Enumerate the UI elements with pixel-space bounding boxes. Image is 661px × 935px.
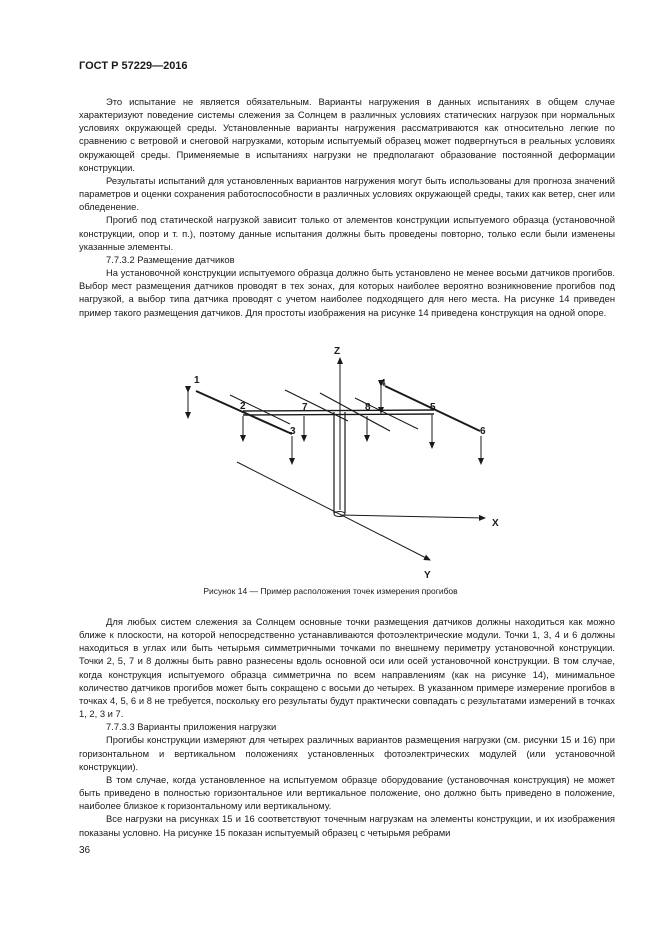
figure-14-diagram (180, 338, 510, 580)
x-axis (340, 515, 485, 518)
section-heading: 7.7.3.2 Размещение датчиков (106, 253, 235, 265)
paragraph: В том случае, когда установленное на испытуемом образце оборудование (установочная конструкция) не может быть приведено в полностью горизонтальное или вертикальное положение, оно должно быть приведено в положение, наиболее близкое к горизонтальному или вертикальному. (79, 773, 615, 812)
figure-caption: Рисунок 14 — Пример расположения точек измерения прогибов (203, 586, 458, 596)
axis-label-y: Y (424, 570, 431, 580)
point-label-4: 4 (380, 378, 386, 389)
main-beam-top (243, 410, 434, 411)
paragraph: На установочной конструкции испытуемого образца должно быть установлено не менее восьми датчиков прогибов. Выбор мест размещения датчиков проводят в тех зонах, для которых наиболее вероятно возникновение прогибов под нагрузкой, а выбор типа датчика проводят с учетом наиболее подходящего для него места. На рисунке 14 приведен пример такого размещения датчиков. Для простоты изображения на рисунке 14 приведена конструкция на одной опоре. (79, 267, 615, 318)
paragraph: Для любых систем слежения за Солнцем основные точки размещения датчиков должны находиться как можно ближе к плоскости, на которой непосредственно устанавливаются фотоэлектрические модули. Точки 1, 3, 4 и 6 должны находиться в углах или быть четырьмя симметричными точками по внешнему периметру установочной конструкции. Точки 2, 5, 7 и 8 должны быть равно разнесены вдоль основной оси или осей установочной конструкции. В том случае, когда конструкция испытуемого образца симметрична по всем направлениям (как на рисунке 14), минимальное количество датчиков прогибов может быть сокращено с восьми до четырех. В указанном примере измерение прогибов в точках 4, 5, 6 и 8 не требуется, поскольку его результаты будут практически совпадать с результатами измерений в точках 1, 2, 3 и 7. (79, 616, 615, 720)
point-label-5: 5 (430, 402, 436, 413)
text-block-upper (79, 95, 615, 319)
page-number: 36 (79, 845, 91, 856)
cross-member-mid-left (285, 390, 348, 421)
document-header: ГОСТ Р 57229—2016 (79, 60, 188, 72)
paragraph: Прогибы конструкции измеряют для четырех различных вариантов размещения нагрузки (см. рисунки 15 и 16) при горизонтальном и вертикальном положениях установленных фотоэлектрических модулей (или установочной конструкции). (79, 734, 615, 772)
paragraph: Все нагрузки на рисунках 15 и 16 соответствуют точечным нагрузкам на элементы конструкции, и их изображения показаны условно. На рисунке 15 показан испытуемый образец с четырьмя ребрами (79, 813, 615, 838)
cross-member-left (196, 391, 292, 434)
paragraph: Прогиб под статической нагрузкой зависит только от элементов конструкции испытуемого образца (установочной конструкции, опор и т. п.), поэтому данные испытания должны быть проведены повторно, только если были изменены указанные элементы. (79, 214, 615, 252)
point-label-8: 8 (365, 402, 371, 413)
point-label-1: 1 (194, 375, 200, 386)
text-block-lower (79, 615, 615, 839)
paragraph: Это испытание не является обязательным. Варианты нагружения в данных испытаниях в общем случае характеризуют поведение системы слежения за Солнцем в различных условиях статических нагрузок при нормальных условиях окружающей среды. Установленные варианты нагружения рассматриваются как относительно легкие по сравнению с ветровой и снеговой нагрузками, которым испытуемый образец может подвергнуться в реальных условиях окружающей среды. Применяемые в испытаниях нагрузки не предполагают образование постоянной деформации конструкции. (79, 96, 615, 173)
point-label-6: 6 (480, 426, 486, 437)
point-label-7: 7 (302, 402, 308, 413)
axis-label-z: Z (334, 346, 341, 357)
axis-label-x: X (492, 518, 499, 529)
point-label-3: 3 (290, 426, 296, 437)
paragraph: Результаты испытаний для установленных вариантов нагружения могут быть использованы для прогноза значений параметров и оценки сохранения работоспособности в различных условиях окружающей среды, таких как ветер, снег или обледенение. (79, 174, 615, 213)
point-label-2: 2 (240, 401, 246, 412)
section-heading: 7.7.3.3 Варианты приложения нагрузки (106, 721, 277, 733)
